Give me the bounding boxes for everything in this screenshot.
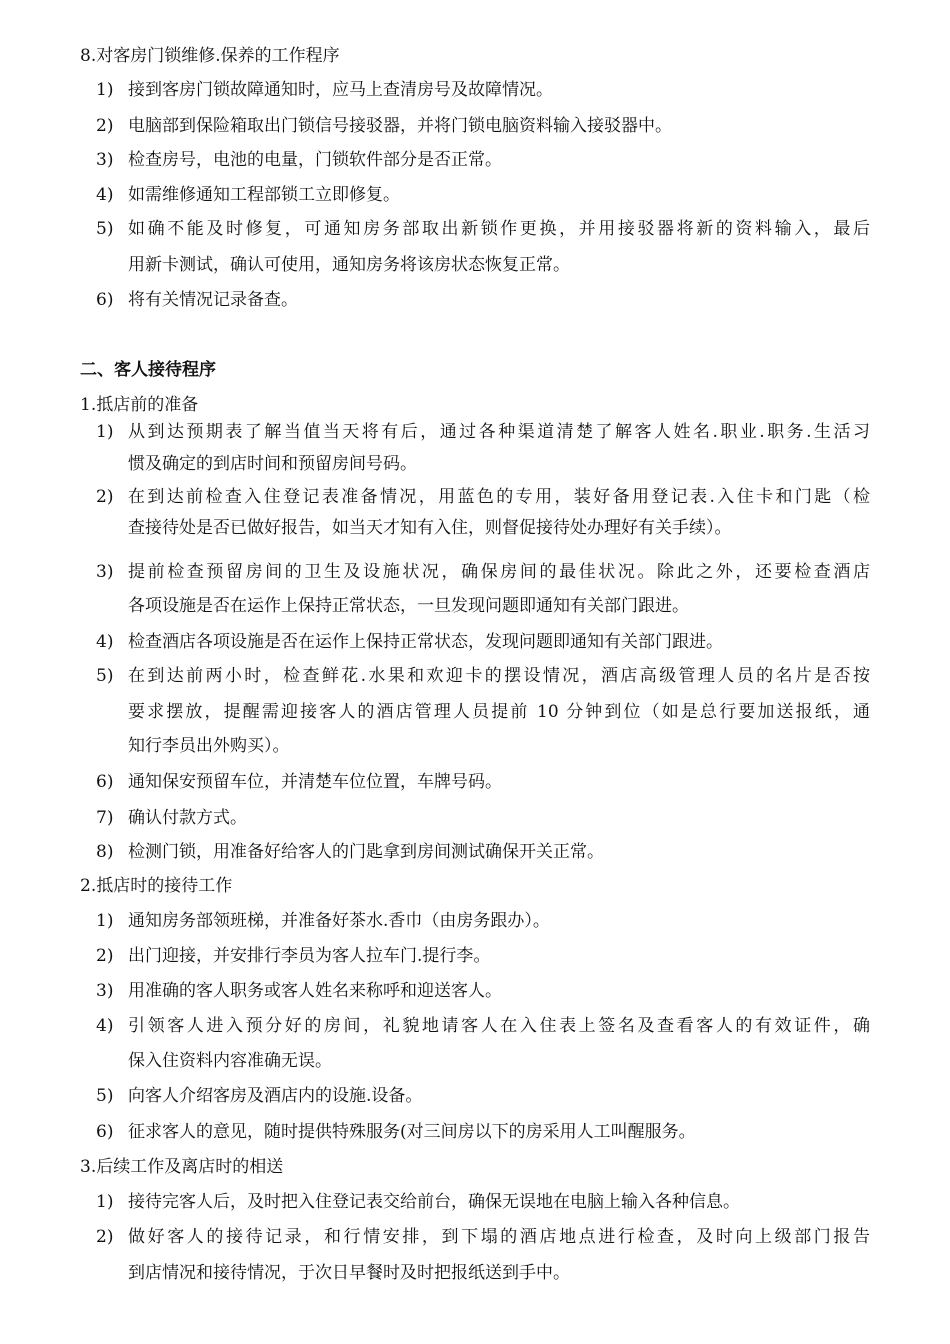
item-number: 3) xyxy=(96,150,114,170)
item-number: 4) xyxy=(96,1016,114,1036)
part-title: 二、客人接待程序 xyxy=(80,360,216,380)
item-text: 提前检查预留房间的卫生及设施状况，确保房间的最佳状况。除此之外，还要检查酒店 xyxy=(128,562,870,582)
item-number: 3) xyxy=(96,981,114,1001)
item-text: 如需维修通知工程部锁工立即修复。 xyxy=(128,185,400,205)
item-number: 2) xyxy=(96,1227,114,1247)
item-text: 如确不能及时修复，可通知房务部取出新锁作更换，并用接驳器将新的资料输入，最后 xyxy=(128,219,870,239)
item-text: 确认付款方式。 xyxy=(128,808,247,828)
item-text: 征求客人的意见，随时提供特殊服务(对三间房以下的房采用人工叫醒服务。 xyxy=(128,1122,696,1142)
item-text: 电脑部到保险箱取出门锁信号接驳器，并将门锁电脑资料输入接驳器中。 xyxy=(128,116,672,136)
subsection-heading: 3.后续工作及离店时的相送 xyxy=(80,1157,284,1177)
item-text: 到店情况和接待情况，于次日早餐时及时把报纸送到手中。 xyxy=(128,1263,570,1283)
item-number: 7) xyxy=(96,808,114,828)
item-text: 出门迎接，并安排行李员为客人拉车门.提行李。 xyxy=(128,946,491,966)
item-text: 引领客人进入预分好的房间，礼貌地请客人在入住表上签名及查看客人的有效证件，确 xyxy=(128,1016,870,1036)
item-text: 检查房号，电池的电量，门锁软件部分是否正常。 xyxy=(128,150,502,170)
item-number: 5) xyxy=(96,666,114,686)
item-number: 5) xyxy=(96,1086,114,1106)
item-text: 知行李员出外购买）。 xyxy=(128,736,290,756)
item-number: 2) xyxy=(96,487,114,507)
item-number: 5) xyxy=(96,219,114,239)
item-text: 将有关情况记录备查。 xyxy=(128,290,298,310)
item-text: 检测门锁，用准备好给客人的门匙拿到房间测试确保开关正常。 xyxy=(128,842,604,862)
item-number: 3) xyxy=(96,562,114,582)
item-text: 通知保安预留车位，并清楚车位位置，车牌号码。 xyxy=(128,772,502,792)
item-text: 惯及确定的到店时间和预留房间号码。 xyxy=(128,454,417,474)
item-number: 6) xyxy=(96,1122,114,1142)
item-text: 要求摆放，提醒需迎接客人的酒店管理人员提前 10 分钟到位（如是总行要加送报纸，通 xyxy=(128,702,870,722)
item-number: 6) xyxy=(96,772,114,792)
item-number: 2) xyxy=(96,946,114,966)
subsection-heading: 2.抵店时的接待工作 xyxy=(80,876,233,896)
item-text: 向客人介绍客房及酒店内的设施.设备。 xyxy=(128,1086,423,1106)
item-text: 检查酒店各项设施是否在运作上保持正常状态，发现问题即通知有关部门跟进。 xyxy=(128,632,723,652)
item-text: 接待完客人后，及时把入住登记表交给前台，确保无误地在电脑上输入各种信息。 xyxy=(128,1192,740,1212)
item-number: 1) xyxy=(96,80,114,100)
item-text: 通知房务部领班梯，并准备好茶水.香巾（由房务跟办）。 xyxy=(128,911,550,931)
item-text: 保入住资料内容准确无误。 xyxy=(128,1051,332,1071)
item-text: 做好客人的接待记录，和行情安排，到下塌的酒店地点进行检查，及时向上级部门报告 xyxy=(128,1227,870,1247)
item-text: 接到客房门锁故障通知时，应马上查清房号及故障情况。 xyxy=(128,80,553,100)
item-text: 从到达预期表了解当值当天将有后，通过各种渠道清楚了解客人姓名.职业.职务.生活习 xyxy=(128,422,870,442)
item-text: 在到达前两小时，检查鲜花.水果和欢迎卡的摆设情况，酒店高级管理人员的名片是否按 xyxy=(128,666,870,686)
item-number: 8) xyxy=(96,842,114,862)
item-number: 1) xyxy=(96,422,114,442)
item-text: 用准确的客人职务或客人姓名来称呼和迎送客人。 xyxy=(128,981,502,1001)
item-number: 6) xyxy=(96,290,114,310)
item-number: 4) xyxy=(96,632,114,652)
item-text: 查接待处是否已做好报告，如当天才知有入住，则督促接待处办理好有关手续）。 xyxy=(128,518,732,538)
section-heading: 8.对客房门锁维修.保养的工作程序 xyxy=(80,46,340,66)
subsection-heading: 1.抵店前的准备 xyxy=(80,395,199,415)
item-text: 在到达前检查入住登记表准备情况，用蓝色的专用，装好备用登记表.入住卡和门匙（检 xyxy=(128,487,870,507)
item-number: 1) xyxy=(96,911,114,931)
item-number: 2) xyxy=(96,116,114,136)
item-text: 各项设施是否在运作上保持正常状态，一旦发现问题即通知有关部门跟进。 xyxy=(128,596,689,616)
item-number: 4) xyxy=(96,185,114,205)
item-text: 用新卡测试，确认可使用，通知房务将该房状态恢复正常。 xyxy=(128,255,570,275)
item-number: 1) xyxy=(96,1192,114,1212)
